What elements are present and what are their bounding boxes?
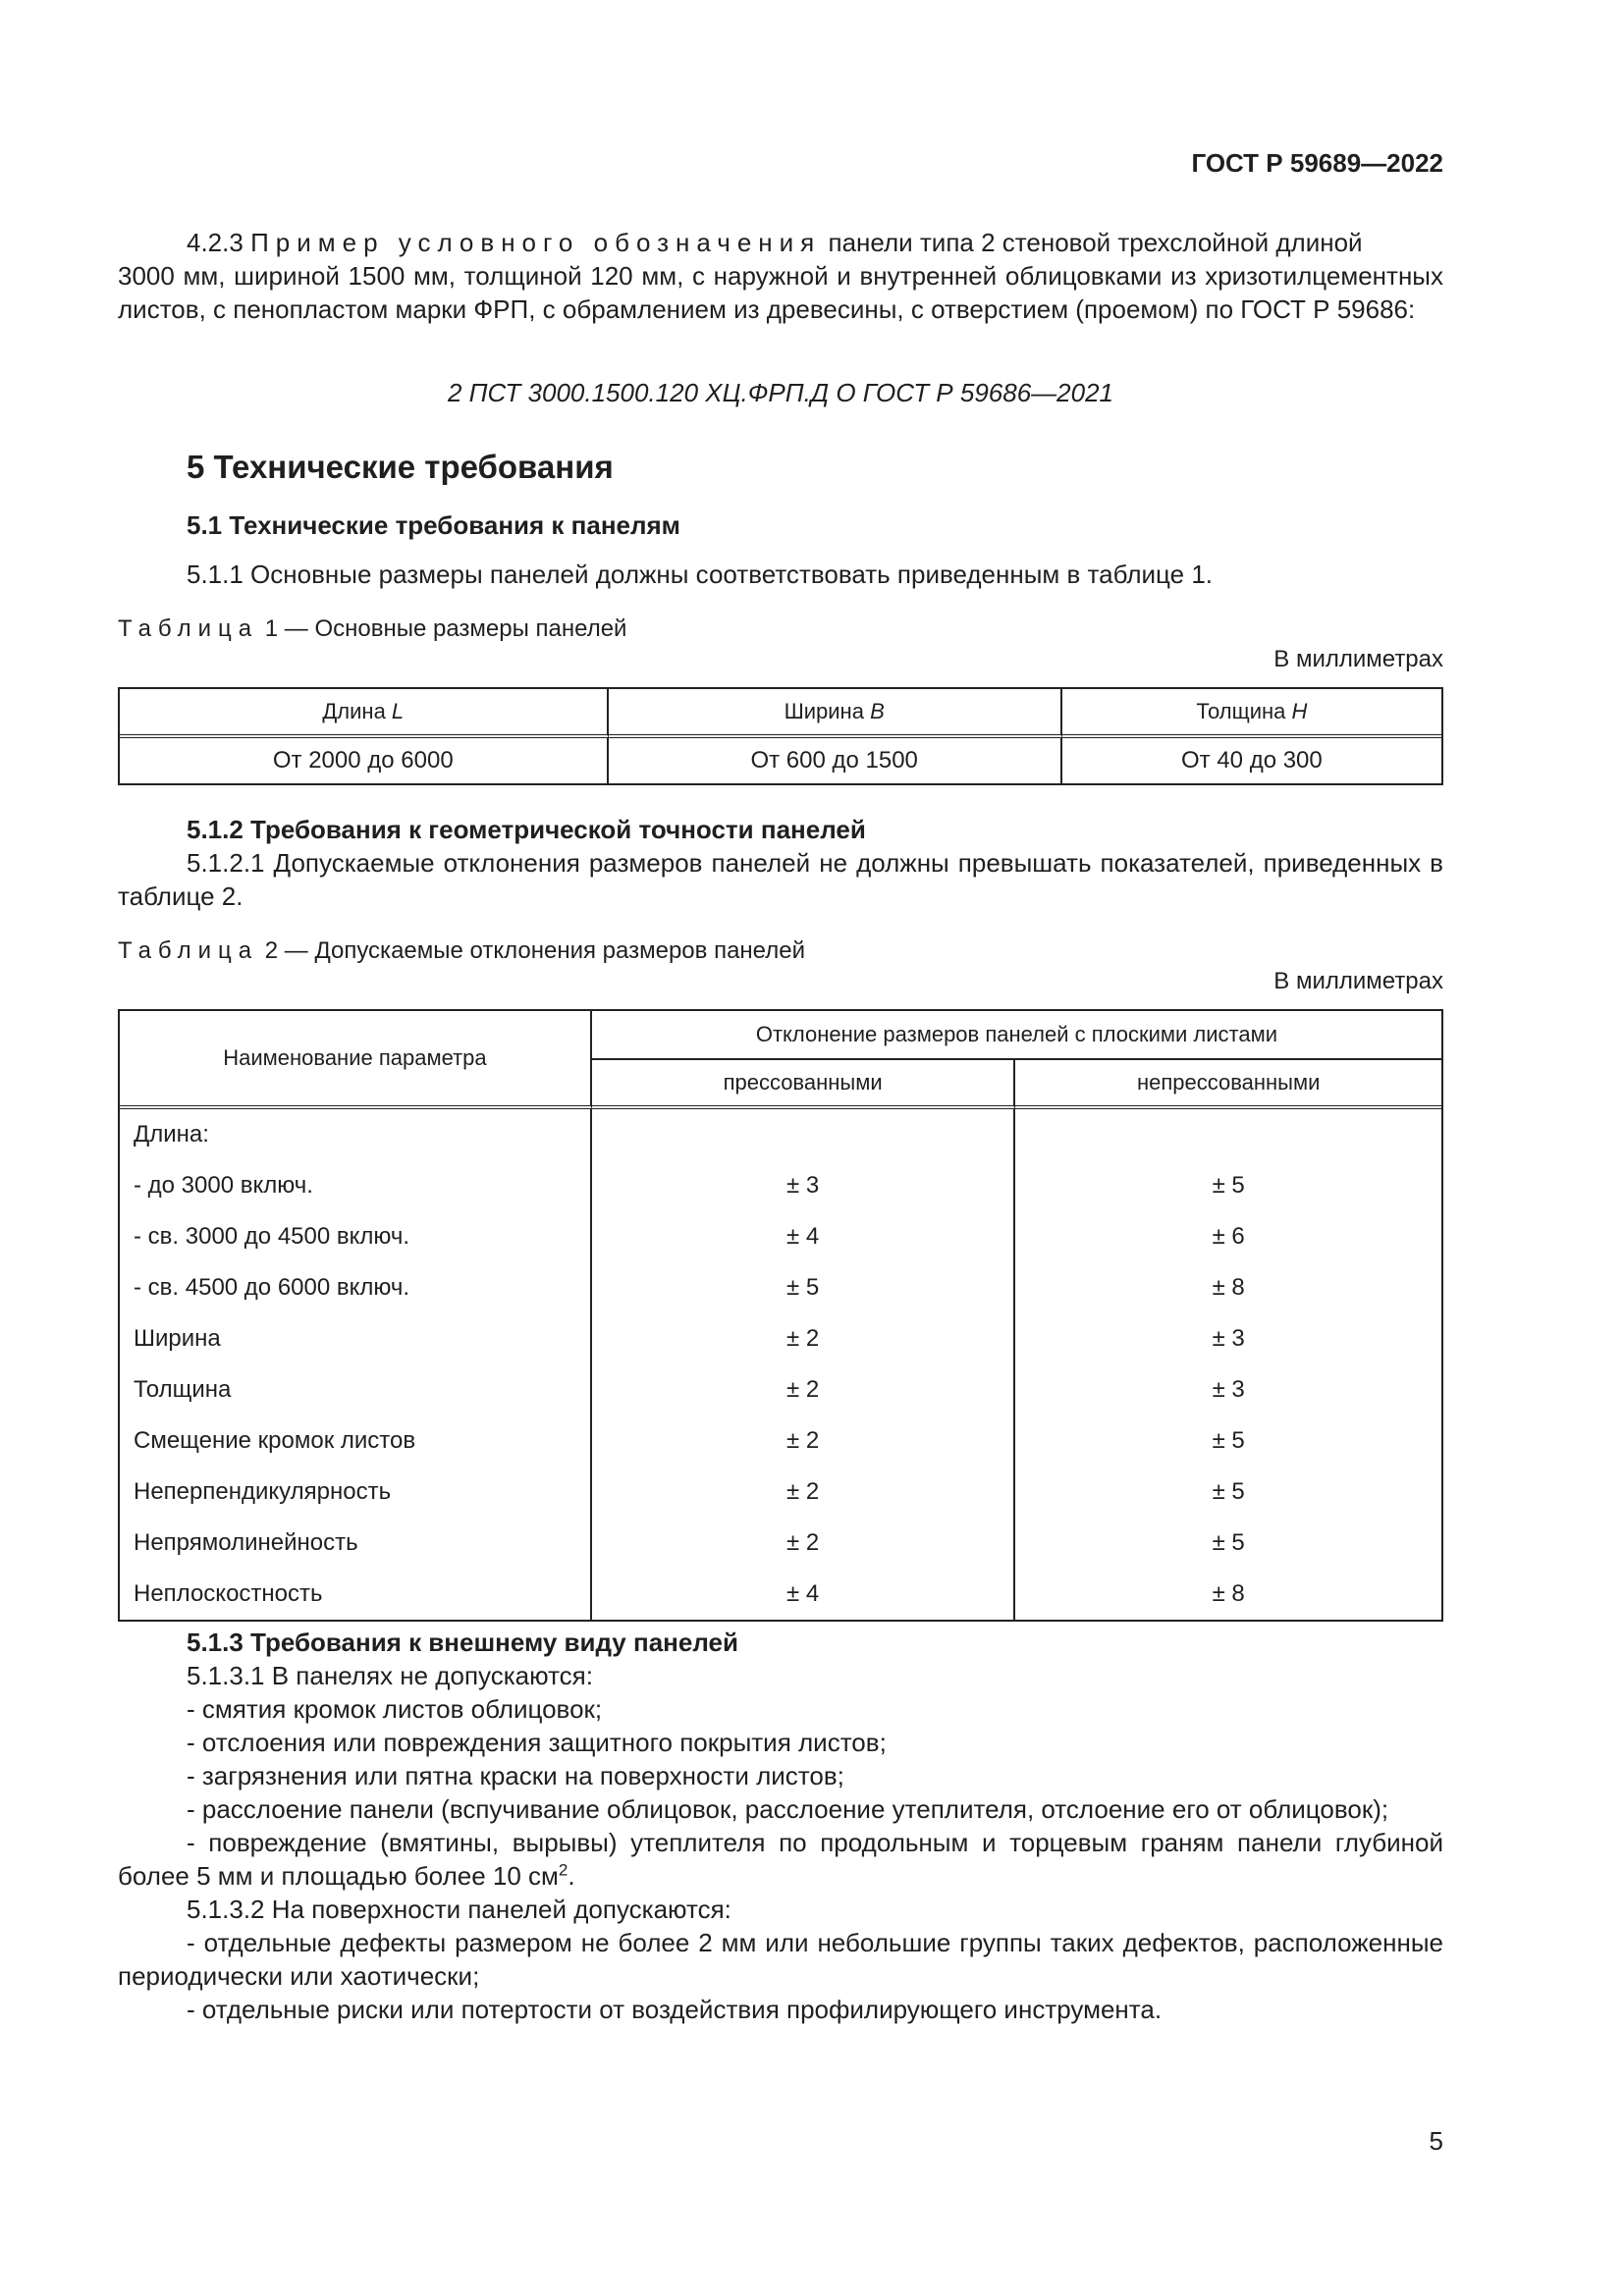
standard-designation: ГОСТ Р 59689—2022 — [1191, 148, 1443, 178]
subsection-5-1-title: 5.1 Технические требования к панелям — [187, 510, 680, 540]
paragraph-5-1-3-1: 5.1.3.1 В панелях не допускаются: — [187, 1661, 593, 1690]
param-name: - до 3000 включ. — [120, 1160, 592, 1211]
table-row — [120, 1313, 1441, 1364]
paragraph-5-1-3-2: 5.1.3.2 На поверхности панелей допускаются: — [187, 1895, 731, 1924]
table-row — [120, 1109, 1441, 1160]
spaced-term: Пример условного обозначения — [250, 228, 822, 257]
subsection-5-1-3 — [118, 1626, 1443, 2026]
param-name: Толщина — [120, 1364, 592, 1415]
list-item: - отдельные дефекты размером не более 2 мм или небольшие группы таких дефектов, расположенные периодически или хаотически; — [118, 1928, 1443, 1991]
table-row — [120, 738, 1441, 783]
subsection-5-1-2-title: 5.1.2 Требования к геометрической точности панелей — [187, 815, 866, 844]
page-number: 5 — [1429, 2126, 1443, 2156]
table2-header-param: Наименование параметра — [120, 1011, 592, 1109]
table1-caption-word: Таблица — [118, 615, 259, 642]
param-name: Длина: — [120, 1109, 592, 1160]
table2-unit: В миллиметрах — [1273, 968, 1443, 994]
table1 — [118, 687, 1443, 785]
paragraph-5-1-1: 5.1.1 Основные размеры панелей должны соответствовать приведенным в таблице 1. — [187, 560, 1214, 589]
unpressed-value: ± 8 — [1212, 1274, 1245, 1301]
pressed-value: ± 2 — [592, 1415, 1016, 1467]
param-name: Непрямолинейность — [120, 1518, 592, 1569]
unpressed-value: ± 3 — [1212, 1325, 1245, 1352]
pressed-value: ± 2 — [592, 1313, 1016, 1364]
subsection-5-1-3-title: 5.1.3 Требования к внешнему виду панелей — [187, 1628, 738, 1657]
clause-text-rest: 3000 мм, шириной 1500 мм, толщиной 120 мм, с наружной и внутренней облицовками из хризотилцементных листов, с пенопластом марки ФРП, с обрамлением из древесины, с отверстием (проемом) по ГОСТ Р 59686: — [118, 261, 1443, 324]
table-row — [120, 1262, 1441, 1313]
list-item: - отслоения или повреждения защитного покрытия листов; — [187, 1728, 887, 1757]
table-row — [120, 1569, 1441, 1620]
paragraph-5-1-2-1: 5.1.2.1 Допускаемые отклонения размеров панелей не должны превышать показателей, приведенных в таблице 2. — [118, 848, 1443, 911]
pressed-value: ± 5 — [592, 1262, 1016, 1313]
param-name: Неперпендикулярность — [120, 1467, 592, 1518]
clause-number: 4.2.3 — [187, 228, 244, 257]
table1-header-row — [120, 689, 1441, 738]
pressed-value: ± 2 — [592, 1467, 1016, 1518]
unpressed-value — [1015, 1109, 1441, 1160]
unpressed-value: ± 8 — [1212, 1580, 1245, 1607]
table2-header-pressed: прессованными — [592, 1060, 1016, 1109]
table1-unit: В миллиметрах — [1273, 646, 1443, 672]
table1-header-thickness: Толщина H — [1062, 689, 1441, 738]
table-row — [120, 1211, 1441, 1262]
unpressed-value: ± 5 — [1212, 1529, 1245, 1556]
section-5-title: 5 Технические требования — [187, 449, 614, 485]
clause-4-2-3-line1 — [118, 226, 1443, 259]
table2-header-row — [120, 1011, 1441, 1060]
param-name: - св. 4500 до 6000 включ. — [120, 1262, 592, 1313]
list-item: - повреждение (вмятины, вырывы) утеплителя по продольным и торцевым граням панели глубиной более 5 мм и площадью более 10 $см^2$. — [118, 1828, 1443, 1891]
table1-cell-length: От 2000 до 6000 — [120, 738, 609, 783]
designation-example: 2 ПСТ 3000.1500.120 ХЦ.ФРП.Д О ГОСТ Р 59686—2021 — [447, 378, 1114, 407]
table1-header-length: Длина L — [120, 689, 609, 738]
table-row — [120, 1364, 1441, 1415]
table1-cell-width: От 600 до 1500 — [609, 738, 1062, 783]
table2-caption-word: Таблица — [118, 937, 259, 964]
table2-caption-text: 2 — Допускаемые отклонения размеров панелей — [258, 937, 805, 964]
table1-cell-thickness: От 40 до 300 — [1181, 747, 1323, 774]
pressed-value: ± 4 — [592, 1211, 1016, 1262]
table2-header-group: Отклонение размеров панелей с плоскими листами — [592, 1011, 1441, 1060]
param-name: - св. 3000 до 4500 включ. — [120, 1211, 592, 1262]
table-row — [120, 1415, 1441, 1467]
pressed-value: ± 4 — [592, 1569, 1016, 1620]
table1-caption — [118, 615, 626, 643]
pressed-value — [592, 1109, 1016, 1160]
table-row — [120, 1518, 1441, 1569]
table2-caption — [118, 937, 805, 965]
param-name: Неплоскостность — [120, 1569, 592, 1620]
list-item: - смятия кромок листов облицовок; — [187, 1694, 603, 1724]
table2 — [118, 1009, 1443, 1622]
list-item: - расслоение панели (вспучивание облицовок, расслоение утеплителя, отслоение его от облицовок); — [187, 1794, 1389, 1824]
pressed-value: ± 2 — [592, 1518, 1016, 1569]
table1-caption-text: 1 — Основные размеры панелей — [258, 615, 627, 642]
list-item: - отдельные риски или потертости от воздействия профилирующего инструмента. — [187, 1995, 1163, 2024]
list-item: - загрязнения или пятна краски на поверхности листов; — [187, 1761, 844, 1790]
table2-header-unpressed: непрессованными — [1015, 1060, 1441, 1109]
unpressed-value: ± 3 — [1212, 1376, 1245, 1403]
pressed-value: ± 3 — [592, 1160, 1016, 1211]
unpressed-value: ± 6 — [1212, 1223, 1245, 1250]
pressed-value: ± 2 — [592, 1364, 1016, 1415]
clause-text-line1: панели типа 2 стеновой трехслойной длиной — [821, 228, 1363, 257]
clause-4-2-3 — [118, 226, 1443, 326]
param-name: Ширина — [120, 1313, 592, 1364]
param-name: Смещение кромок листов — [120, 1415, 592, 1467]
unpressed-value: ± 5 — [1212, 1172, 1245, 1199]
unpressed-value: ± 5 — [1212, 1427, 1245, 1454]
unpressed-value: ± 5 — [1212, 1478, 1245, 1505]
table-row — [120, 1160, 1441, 1211]
table1-header-width: Ширина B — [609, 689, 1062, 738]
table-row — [120, 1467, 1441, 1518]
